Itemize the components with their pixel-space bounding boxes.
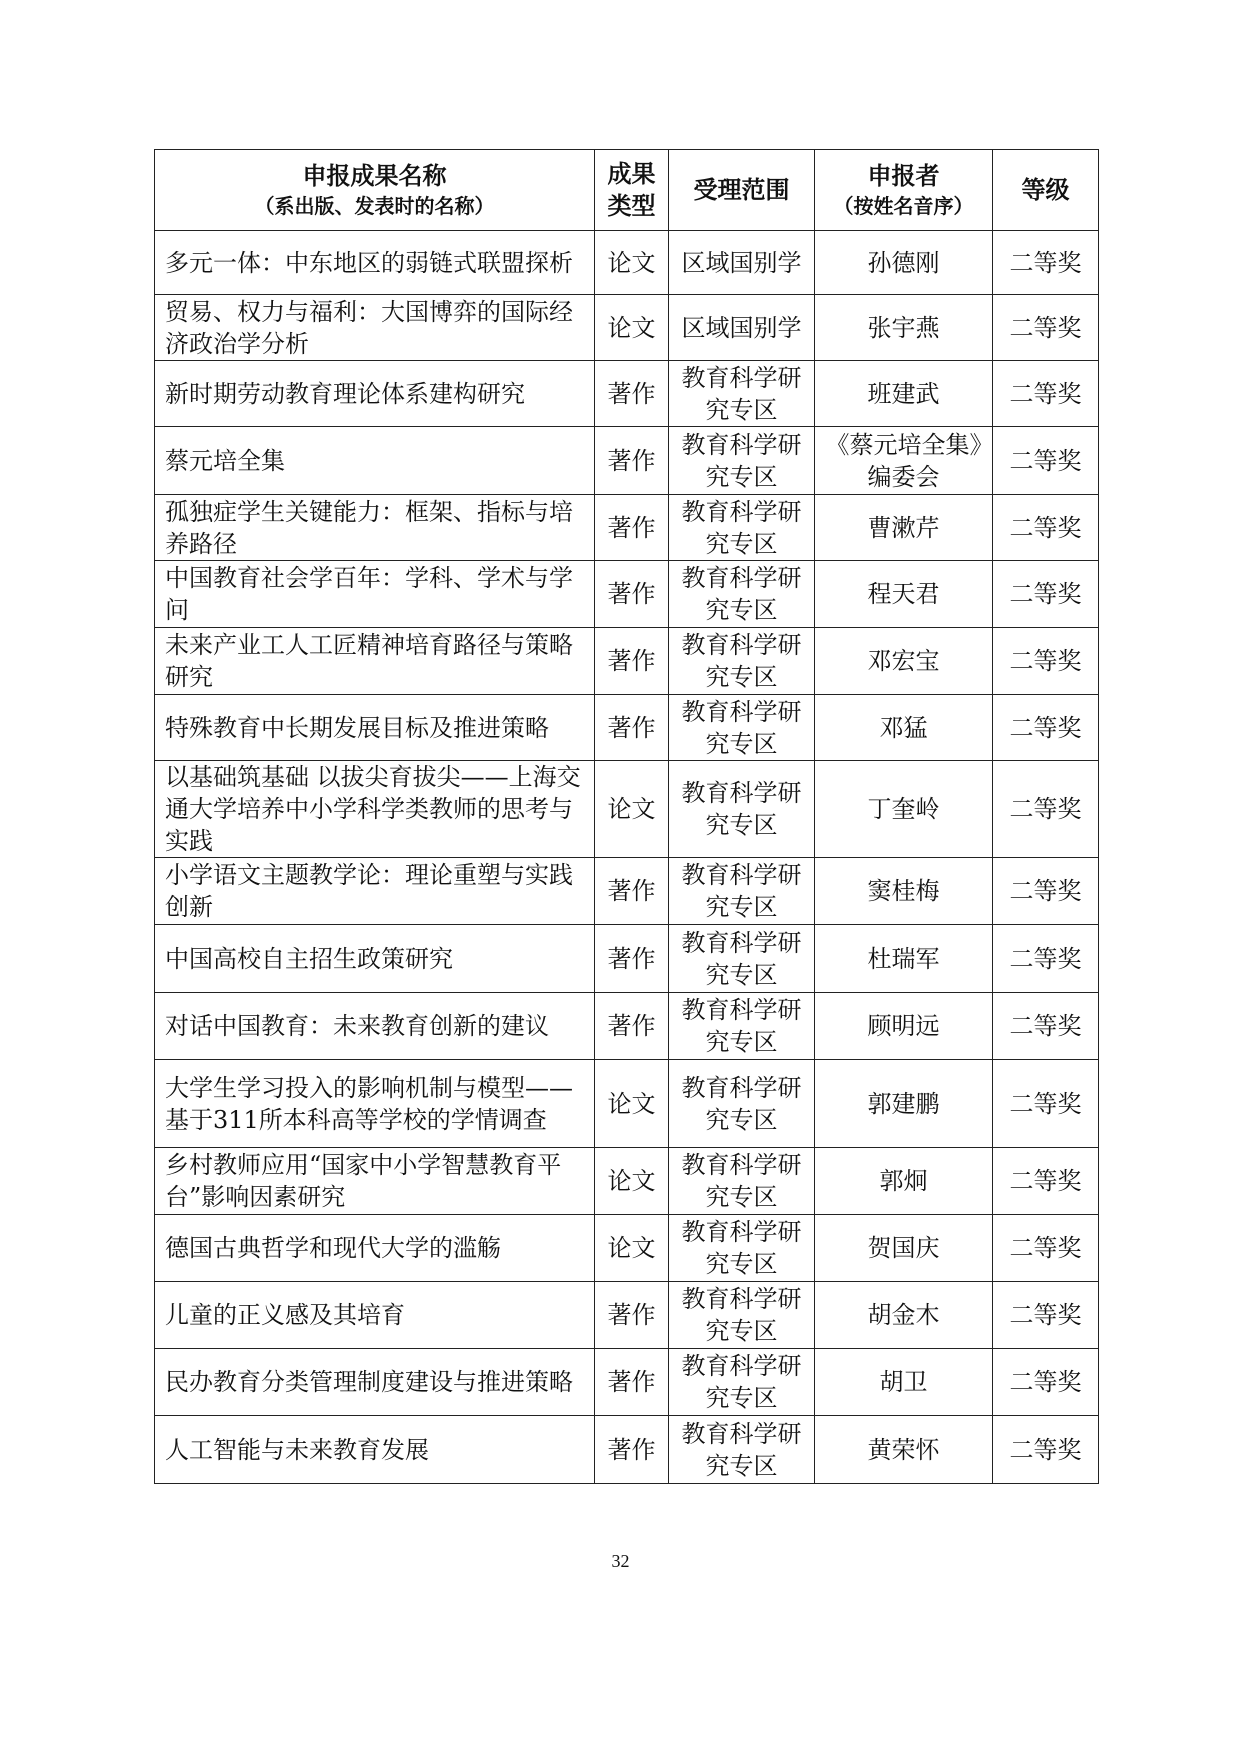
header-grade-label: 等级 [1021,176,1070,204]
header-title [155,150,595,231]
table-row [155,427,1099,495]
cell-title: 民办教育分类管理制度建设与推进策略 [155,1349,595,1416]
cell-type: 论文 [595,761,669,858]
table-row [155,1282,1099,1349]
cell-scope: 教育科学研究专区 [669,361,815,427]
cell-scope: 教育科学研究专区 [669,761,815,858]
cell-applicant: 张宇燕 [815,295,993,361]
cell-scope: 教育科学研究专区 [669,1282,815,1349]
cell-applicant: 窦桂梅 [815,858,993,925]
cell-scope: 教育科学研究专区 [669,925,815,993]
cell-type: 著作 [595,858,669,925]
cell-type: 著作 [595,628,669,695]
header-type-line1: 成果 [607,160,656,188]
cell-title: 未来产业工人工匠精神培育路径与策略研究 [155,628,595,695]
cell-scope: 教育科学研究专区 [669,1148,815,1215]
cell-type: 论文 [595,1148,669,1215]
cell-grade: 二等奖 [993,495,1099,561]
cell-title: 新时期劳动教育理论体系建构研究 [155,361,595,427]
table-row [155,361,1099,427]
cell-grade: 二等奖 [993,231,1099,295]
cell-title: 儿童的正义感及其培育 [155,1282,595,1349]
cell-applicant: 贺国庆 [815,1215,993,1282]
cell-grade: 二等奖 [993,1416,1099,1484]
cell-grade: 二等奖 [993,1060,1099,1148]
cell-title: 人工智能与未来教育发展 [155,1416,595,1484]
header-type [595,150,669,231]
cell-type: 论文 [595,1060,669,1148]
cell-grade: 二等奖 [993,361,1099,427]
cell-scope: 教育科学研究专区 [669,561,815,628]
cell-grade: 二等奖 [993,761,1099,858]
cell-grade: 二等奖 [993,561,1099,628]
cell-scope: 教育科学研究专区 [669,695,815,761]
header-title-main: 申报成果名称 [302,162,447,190]
cell-type: 著作 [595,1349,669,1416]
cell-applicant: 杜瑞军 [815,925,993,993]
cell-applicant: 顾明远 [815,993,993,1060]
cell-applicant: 邓宏宝 [815,628,993,695]
cell-scope: 区域国别学 [669,295,815,361]
cell-applicant: 程天君 [815,561,993,628]
cell-applicant: 《蔡元培全集》编委会 [815,427,993,495]
header-scope-label: 受理范围 [693,176,790,204]
cell-scope: 教育科学研究专区 [669,1215,815,1282]
cell-type: 著作 [595,695,669,761]
cell-title: 大学生学习投入的影响机制与模型——基于311所本科高等学校的学情调查 [155,1060,595,1148]
header-title-sub: （系出版、发表时的名称） [254,194,495,218]
cell-applicant: 郭建鹏 [815,1060,993,1148]
table-row [155,1060,1099,1148]
header-grade [993,150,1099,231]
cell-grade: 二等奖 [993,1349,1099,1416]
header-applicant-sub: （按姓名音序） [833,194,974,218]
table-row [155,993,1099,1060]
cell-grade: 二等奖 [993,993,1099,1060]
cell-type: 著作 [595,427,669,495]
cell-applicant: 黄荣怀 [815,1416,993,1484]
table-row [155,858,1099,925]
table-row [155,925,1099,993]
cell-title: 特殊教育中长期发展目标及推进策略 [155,695,595,761]
table-row [155,1416,1099,1484]
cell-applicant: 郭炯 [815,1148,993,1215]
table-body [155,231,1099,1484]
cell-grade: 二等奖 [993,1215,1099,1282]
cell-scope: 教育科学研究专区 [669,993,815,1060]
cell-type: 著作 [595,1416,669,1484]
cell-type: 著作 [595,561,669,628]
cell-grade: 二等奖 [993,925,1099,993]
cell-title: 乡村教师应用“国家中小学智慧教育平台”影响因素研究 [155,1148,595,1215]
cell-grade: 二等奖 [993,1282,1099,1349]
cell-scope: 教育科学研究专区 [669,1416,815,1484]
cell-scope: 教育科学研究专区 [669,628,815,695]
table-header-row [155,150,1099,231]
cell-type: 论文 [595,295,669,361]
table-row [155,761,1099,858]
cell-applicant: 孙德刚 [815,231,993,295]
cell-type: 论文 [595,1215,669,1282]
cell-title: 德国古典哲学和现代大学的滥觞 [155,1215,595,1282]
cell-type: 著作 [595,495,669,561]
cell-title: 中国教育社会学百年：学科、学术与学问 [155,561,595,628]
cell-grade: 二等奖 [993,295,1099,361]
cell-applicant: 丁奎岭 [815,761,993,858]
table-row [155,1148,1099,1215]
cell-title: 多元一体：中东地区的弱链式联盟探析 [155,231,595,295]
award-table [154,149,1099,1484]
cell-title: 以基础筑基础 以拔尖育拔尖——上海交通大学培养中小学科学类教师的思考与实践 [155,761,595,858]
page-number: 32 [611,1551,630,1571]
cell-title: 小学语文主题教学论：理论重塑与实践创新 [155,858,595,925]
cell-scope: 教育科学研究专区 [669,1060,815,1148]
cell-applicant: 胡金木 [815,1282,993,1349]
table-row [155,231,1099,295]
cell-applicant: 胡卫 [815,1349,993,1416]
cell-scope: 教育科学研究专区 [669,858,815,925]
cell-type: 著作 [595,1282,669,1349]
cell-grade: 二等奖 [993,628,1099,695]
table-row [155,1215,1099,1282]
cell-title: 孤独症学生关键能力：框架、指标与培养路径 [155,495,595,561]
cell-type: 著作 [595,925,669,993]
cell-scope: 教育科学研究专区 [669,495,815,561]
cell-title: 对话中国教育：未来教育创新的建议 [155,993,595,1060]
table-row [155,561,1099,628]
cell-type: 著作 [595,361,669,427]
cell-applicant: 邓猛 [815,695,993,761]
table-row [155,295,1099,361]
cell-grade: 二等奖 [993,1148,1099,1215]
cell-title: 蔡元培全集 [155,427,595,495]
cell-type: 著作 [595,993,669,1060]
cell-type: 论文 [595,231,669,295]
table-row [155,695,1099,761]
header-applicant-main: 申报者 [867,162,940,190]
header-type-line2: 类型 [607,192,656,220]
cell-applicant: 曹漱芹 [815,495,993,561]
cell-title: 中国高校自主招生政策研究 [155,925,595,993]
cell-applicant: 班建武 [815,361,993,427]
cell-scope: 教育科学研究专区 [669,427,815,495]
cell-grade: 二等奖 [993,427,1099,495]
cell-scope: 教育科学研究专区 [669,1349,815,1416]
table-row [155,495,1099,561]
table-row [155,628,1099,695]
cell-grade: 二等奖 [993,695,1099,761]
cell-scope: 区域国别学 [669,231,815,295]
header-applicant [815,150,993,231]
cell-grade: 二等奖 [993,858,1099,925]
cell-title: 贸易、权力与福利：大国博弈的国际经济政治学分析 [155,295,595,361]
header-scope [669,150,815,231]
table-row [155,1349,1099,1416]
